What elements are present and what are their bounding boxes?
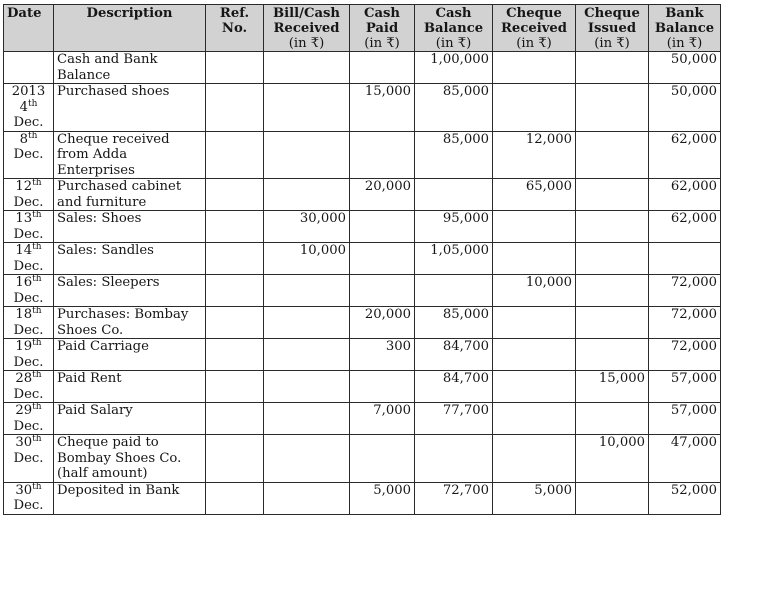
date-ordinal-suffix: th	[32, 242, 42, 252]
bill-cash-received-cell	[264, 339, 350, 371]
date-cell	[4, 131, 54, 179]
date-day: 8	[19, 131, 28, 147]
date-day-line	[7, 435, 50, 451]
date-year: 2013	[11, 84, 46, 99]
date-month: Dec.	[13, 258, 44, 274]
header-ref-line2: No.	[221, 21, 248, 36]
bill-cash-received-cell: 10,000	[264, 243, 350, 275]
header-cr-unit: (in ₹)	[516, 36, 552, 51]
date-cell	[4, 307, 54, 339]
ref-cell	[206, 371, 264, 403]
date-day: 16	[15, 275, 33, 290]
header-bank-balance	[649, 5, 721, 52]
bank-balance-cell: 47,000	[649, 435, 721, 483]
date-ordinal-suffix: th	[32, 481, 42, 492]
petty-cash-bank-ledger-table	[3, 4, 721, 515]
header-date	[4, 5, 54, 52]
cash-balance-cell	[415, 435, 493, 483]
header-description	[54, 5, 206, 52]
cash-balance-cell: 84,700	[415, 339, 493, 371]
cash-balance-cell: 77,700	[415, 403, 493, 435]
table-row	[4, 482, 721, 514]
header-description-label: Description	[86, 6, 173, 21]
cheque-issued-cell	[576, 275, 649, 307]
bill-cash-received-cell	[264, 482, 350, 514]
cheque-received-cell	[493, 435, 576, 483]
table-row	[4, 52, 721, 84]
header-cash-paid	[350, 5, 415, 52]
cash-paid-cell	[350, 52, 415, 84]
cash-paid-cell: 15,000	[350, 84, 415, 132]
header-cp-line2: Paid	[365, 21, 399, 36]
bank-balance-cell: 62,000	[649, 211, 721, 243]
bank-balance-cell: 50,000	[649, 84, 721, 132]
date-month: Dec.	[13, 418, 44, 434]
cheque-issued-cell	[576, 307, 649, 339]
description-cell: Paid Salary	[54, 403, 206, 435]
date-day: 29	[15, 403, 33, 418]
header-bb-line1: Bank	[665, 6, 704, 21]
cheque-issued-cell	[576, 243, 649, 275]
header-bb-line2: Balance	[654, 21, 715, 36]
ledger-document	[3, 4, 721, 515]
date-cell	[4, 371, 54, 403]
description-cell: Cheque paid to Bombay Shoes Co. (half amount)	[54, 435, 206, 483]
bill-cash-received-cell	[264, 435, 350, 483]
bill-cash-received-cell	[264, 131, 350, 179]
date-month: Dec.	[13, 498, 44, 513]
cash-paid-cell	[350, 211, 415, 243]
cheque-received-cell: 65,000	[493, 179, 576, 211]
cash-paid-cell: 5,000	[350, 482, 415, 514]
table-row	[4, 179, 721, 211]
ref-cell	[206, 52, 264, 84]
date-ordinal-suffix: th	[32, 370, 42, 380]
header-ref-line1: Ref.	[219, 6, 250, 21]
cash-paid-cell	[350, 435, 415, 483]
header-bill-cash-received	[264, 5, 350, 52]
cash-balance-cell: 84,700	[415, 371, 493, 403]
cheque-received-cell	[493, 371, 576, 403]
cash-balance-cell: 85,000	[415, 84, 493, 132]
date-month: Dec.	[13, 290, 44, 306]
table-row	[4, 84, 721, 132]
bill-cash-received-cell: 30,000	[264, 211, 350, 243]
bank-balance-cell: 62,000	[649, 179, 721, 211]
cash-balance-cell: 95,000	[415, 211, 493, 243]
header-cp-unit: (in ₹)	[364, 36, 400, 51]
description-cell: Sales: Sleepers	[54, 275, 206, 307]
date-day-line	[7, 243, 50, 259]
description-cell: Paid Carriage	[54, 339, 206, 371]
bill-cash-received-cell	[264, 52, 350, 84]
bill-cash-received-cell	[264, 179, 350, 211]
table-row	[4, 403, 721, 435]
cheque-received-cell	[493, 52, 576, 84]
ref-cell	[206, 403, 264, 435]
date-cell	[4, 482, 54, 514]
ref-cell	[206, 339, 264, 371]
bank-balance-cell: 72,000	[649, 307, 721, 339]
bank-balance-cell: 52,000	[649, 482, 721, 514]
date-cell	[4, 435, 54, 483]
ref-cell	[206, 482, 264, 514]
date-ordinal-suffix: th	[32, 338, 42, 348]
header-ref-no	[206, 5, 264, 52]
cash-balance-cell: 85,000	[415, 307, 493, 339]
ref-cell	[206, 179, 264, 211]
date-cell	[4, 84, 54, 132]
date-day: 30	[15, 482, 33, 498]
cash-paid-cell: 300	[350, 339, 415, 371]
date-day-line	[7, 339, 50, 355]
date-cell	[4, 403, 54, 435]
table-row	[4, 211, 721, 243]
header-cheque-issued	[576, 5, 649, 52]
date-day: 14	[15, 243, 33, 258]
date-ordinal-suffix: th	[27, 98, 38, 109]
cash-balance-cell: 1,00,000	[415, 52, 493, 84]
header-cb-line1: Cash	[435, 6, 472, 21]
date-month: Dec.	[13, 147, 44, 162]
date-day-line	[7, 100, 50, 116]
date-day-line	[7, 211, 50, 227]
date-cell	[4, 275, 54, 307]
description-cell: Purchased cabinet and furniture	[54, 179, 206, 211]
header-ci-line2: Issued	[587, 21, 637, 36]
date-day-line	[7, 179, 50, 195]
table-row	[4, 371, 721, 403]
date-day-line	[7, 403, 50, 419]
cheque-issued-cell	[576, 211, 649, 243]
table-row	[4, 243, 721, 275]
description-cell: Purchases: Bombay Shoes Co.	[54, 307, 206, 339]
date-day: 28	[15, 371, 33, 386]
cheque-issued-cell	[576, 403, 649, 435]
bill-cash-received-cell	[264, 403, 350, 435]
description-cell: Sales: Sandles	[54, 243, 206, 275]
cash-balance-cell: 85,000	[415, 131, 493, 179]
cheque-received-cell: 5,000	[493, 482, 576, 514]
description-cell: Cheque received from Adda Enterprises	[54, 131, 206, 179]
ref-cell	[206, 435, 264, 483]
header-row	[4, 5, 721, 52]
ref-cell	[206, 84, 264, 132]
cheque-issued-cell	[576, 52, 649, 84]
cash-paid-cell	[350, 275, 415, 307]
cheque-received-cell	[493, 243, 576, 275]
date-month: Dec.	[13, 354, 44, 370]
date-day: 30	[15, 435, 33, 450]
header-bcr-line2: Received	[273, 21, 340, 36]
cheque-issued-cell	[576, 131, 649, 179]
date-day-line	[7, 307, 50, 323]
bank-balance-cell: 50,000	[649, 52, 721, 84]
date-day-line	[7, 275, 50, 291]
header-date-label: Date	[7, 6, 42, 21]
table-row	[4, 339, 721, 371]
cheque-received-cell	[493, 339, 576, 371]
cheque-issued-cell: 15,000	[576, 371, 649, 403]
ref-cell	[206, 275, 264, 307]
date-cell	[4, 52, 54, 84]
date-day-line	[7, 132, 50, 148]
date-ordinal-suffix: th	[32, 306, 42, 316]
header-bcr-unit: (in ₹)	[288, 36, 325, 51]
bank-balance-cell: 57,000	[649, 403, 721, 435]
date-day: 18	[15, 307, 33, 322]
header-ci-line1: Cheque	[584, 6, 640, 21]
cash-balance-cell: 72,700	[415, 482, 493, 514]
table-row	[4, 275, 721, 307]
date-day: 12	[15, 179, 33, 194]
bank-balance-cell	[649, 243, 721, 275]
cash-paid-cell	[350, 243, 415, 275]
date-ordinal-suffix: th	[27, 130, 38, 141]
description-cell: Purchased shoes	[54, 84, 206, 132]
cheque-received-cell	[493, 307, 576, 339]
date-day-line	[7, 371, 50, 387]
cash-balance-cell: 1,05,000	[415, 243, 493, 275]
date-day: 4	[19, 99, 28, 115]
date-ordinal-suffix: th	[32, 402, 42, 412]
date-cell	[4, 243, 54, 275]
description-cell: Paid Rent	[54, 371, 206, 403]
date-month: Dec.	[13, 115, 44, 130]
bill-cash-received-cell	[264, 275, 350, 307]
bank-balance-cell: 62,000	[649, 131, 721, 179]
date-month: Dec.	[13, 194, 44, 210]
cheque-issued-cell: 10,000	[576, 435, 649, 483]
date-ordinal-suffix: th	[32, 178, 42, 188]
cheque-received-cell	[493, 403, 576, 435]
header-cb-unit: (in ₹)	[435, 36, 472, 51]
header-cp-line1: Cash	[363, 6, 401, 21]
date-cell	[4, 179, 54, 211]
header-bb-unit: (in ₹)	[666, 36, 703, 51]
date-ordinal-suffix: th	[32, 274, 42, 284]
header-cheque-received	[493, 5, 576, 52]
bank-balance-cell: 57,000	[649, 371, 721, 403]
ref-cell	[206, 131, 264, 179]
cheque-issued-cell	[576, 482, 649, 514]
cash-balance-cell	[415, 179, 493, 211]
bill-cash-received-cell	[264, 307, 350, 339]
cheque-received-cell: 12,000	[493, 131, 576, 179]
bill-cash-received-cell	[264, 371, 350, 403]
cheque-received-cell: 10,000	[493, 275, 576, 307]
date-month: Dec.	[13, 450, 44, 466]
header-cr-line2: Received	[500, 21, 568, 36]
table-row	[4, 131, 721, 179]
date-day-line	[7, 483, 50, 499]
header-bcr-line1: Bill/Cash	[272, 6, 341, 21]
bill-cash-received-cell	[264, 84, 350, 132]
header-cash-balance	[415, 5, 493, 52]
description-cell: Deposited in Bank	[54, 482, 206, 514]
bank-balance-cell: 72,000	[649, 339, 721, 371]
cash-paid-cell: 20,000	[350, 179, 415, 211]
description-cell: Sales: Shoes	[54, 211, 206, 243]
header-ci-unit: (in ₹)	[594, 36, 630, 51]
cheque-issued-cell	[576, 339, 649, 371]
table-row	[4, 307, 721, 339]
cash-paid-cell: 20,000	[350, 307, 415, 339]
cheque-received-cell	[493, 211, 576, 243]
cash-balance-cell	[415, 275, 493, 307]
date-month: Dec.	[13, 322, 44, 338]
date-ordinal-suffix: th	[32, 434, 42, 444]
date-cell	[4, 339, 54, 371]
header-cr-line1: Cheque	[506, 6, 562, 21]
description-cell: Cash and Bank Balance	[54, 52, 206, 84]
table-row	[4, 435, 721, 483]
cheque-issued-cell	[576, 179, 649, 211]
ref-cell	[206, 211, 264, 243]
ref-cell	[206, 243, 264, 275]
date-day: 13	[15, 211, 33, 226]
date-ordinal-suffix: th	[32, 210, 42, 220]
cash-paid-cell: 7,000	[350, 403, 415, 435]
cheque-issued-cell	[576, 84, 649, 132]
date-day: 19	[15, 339, 33, 354]
cash-paid-cell	[350, 131, 415, 179]
cheque-received-cell	[493, 84, 576, 132]
ref-cell	[206, 307, 264, 339]
ledger-body	[4, 52, 721, 515]
date-month: Dec.	[13, 226, 44, 242]
bank-balance-cell: 72,000	[649, 275, 721, 307]
date-month: Dec.	[13, 386, 44, 402]
header-cb-line2: Balance	[423, 21, 484, 36]
cash-paid-cell	[350, 371, 415, 403]
date-cell	[4, 211, 54, 243]
